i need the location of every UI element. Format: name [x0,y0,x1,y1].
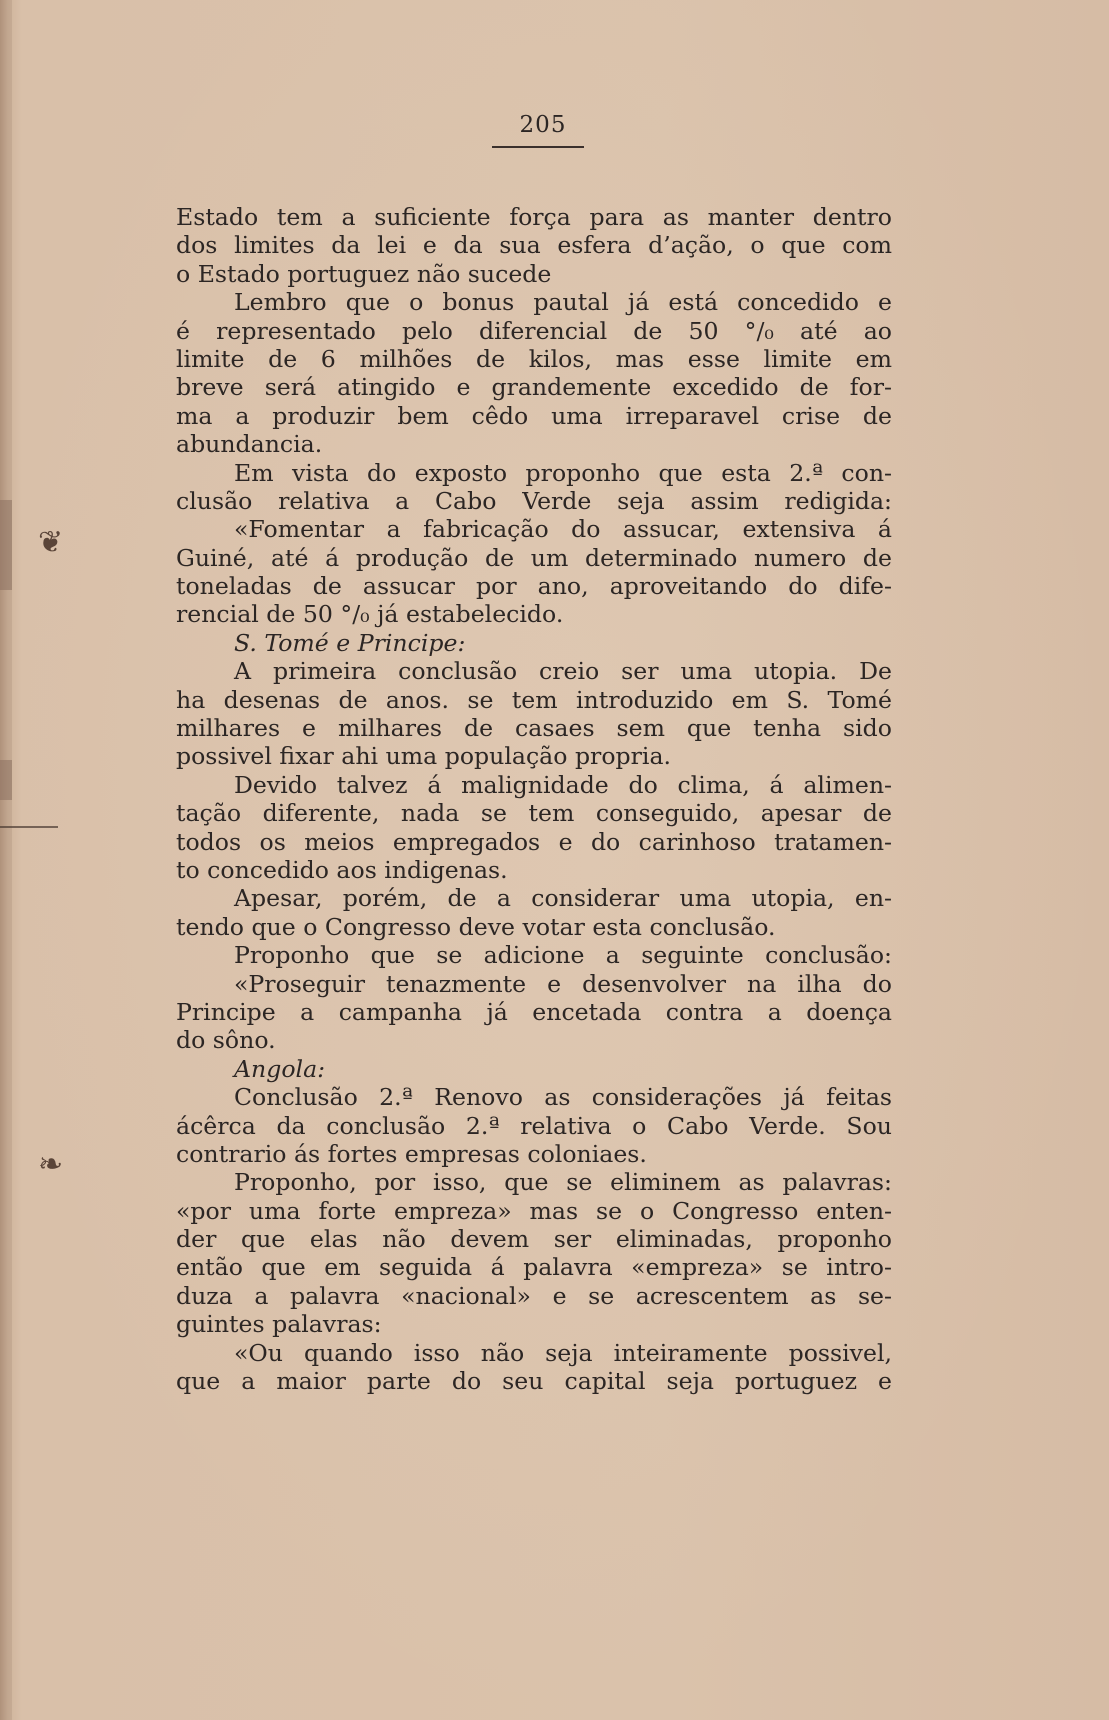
text-line: Proponho, por isso, que se eliminem as palavras: [234,1168,892,1197]
binding-tick [0,826,58,828]
text-line: Apesar, porém, de a considerar uma utopia, en- [234,884,892,913]
text-line: «Ou quando isso não seja inteiramente possivel, [234,1338,892,1367]
text-line: Devido talvez á malignidade do clima, á alimen- [234,770,892,799]
text-line: breve será atingido e grandemente excedido de for- [176,373,892,402]
binding-stain-upper [0,500,12,590]
body-text [176,203,892,1395]
text-line: der que elas não devem ser eliminadas, proponho [176,1225,892,1254]
text-line: o Estado portuguez não sucede [176,259,552,288]
text-line: Lembro que o bonus pautal já está concedido e [234,288,892,317]
text-line: limite de 6 milhões de kilos, mas esse limite em [176,344,892,373]
text-line: «Proseguir tenazmente e desenvolver na ilha do [234,969,892,998]
text-line: ácêrca da conclusão 2.ª relativa o Cabo Verde. Sou [176,1111,892,1140]
text-line: ma a produzir bem cêdo uma irreparavel crise de [176,401,892,430]
text-line: do sôno. [176,1026,276,1055]
text-line: «por uma forte empreza» mas se o Congresso enten- [176,1196,892,1225]
section-heading: S. Tomé e Principe: [234,628,466,657]
text-line: clusão relativa a Cabo Verde seja assim redigida: [176,486,892,515]
text-line: todos os meios empregados e do carinhoso tratamen- [176,827,892,856]
text-line: milhares e milhares de casaes sem que tenha sido [176,714,892,743]
text-line: é representado pelo diferencial de 50 °/₀ até ao [176,316,892,345]
text-line: tendo que o Congresso deve votar esta conclusão. [176,912,776,941]
section-heading: Angola: [234,1054,326,1083]
text-line: tação diferente, nada se tem conseguido, apesar de [176,799,892,828]
text-line: Proponho que se adicione a seguinte conclusão: [234,941,892,970]
text-line: Principe a campanha já encetada contra a doença [176,997,892,1026]
binding-thread-icon: ❧ [38,1147,64,1182]
text-line: abundancia. [176,430,323,459]
text-line: Estado tem a suficiente força para as manter dentro [176,203,892,231]
text-line: rencial de 50 °/₀ já estabelecido. [176,600,564,629]
text-line: que a maior parte do seu capital seja portuguez e [176,1367,892,1396]
binding-edge [0,0,12,1720]
text-line: ha desenas de anos. se tem introduzido em S. Tomé [176,685,892,714]
text-line: duza a palavra «nacional» e se acrescentem as se- [176,1281,892,1310]
text-line: Guiné, até á produção de um determinado numero de [176,543,892,572]
binding-thread-icon: ❦ [38,525,64,560]
binding-stain-lower [0,760,12,800]
text-line: possivel fixar ahi uma população propria. [176,742,672,771]
text-line: «Fomentar a fabricação do assucar, extensiva á [234,515,892,544]
page-number: 205 [519,112,567,138]
text-line: contrario ás fortes empresas coloniaes. [176,1139,647,1168]
text-line: Em vista do exposto proponho que esta 2.ª con- [234,458,892,487]
text-line: toneladas de assucar por ano, aproveitando do dife- [176,572,892,601]
text-line: Conclusão 2.ª Renovo as considerações já feitas [234,1083,892,1112]
page-number-underline [492,146,584,148]
text-line: então que em seguida á palavra «empreza» se intro- [176,1253,892,1282]
text-line: dos limites da lei e da sua esfera d’ação, o que com [176,231,892,260]
text-line: A primeira conclusão creio ser uma utopia. De [234,657,892,686]
text-line: guintes palavras: [176,1310,382,1339]
text-line: to concedido aos indigenas. [176,855,508,884]
